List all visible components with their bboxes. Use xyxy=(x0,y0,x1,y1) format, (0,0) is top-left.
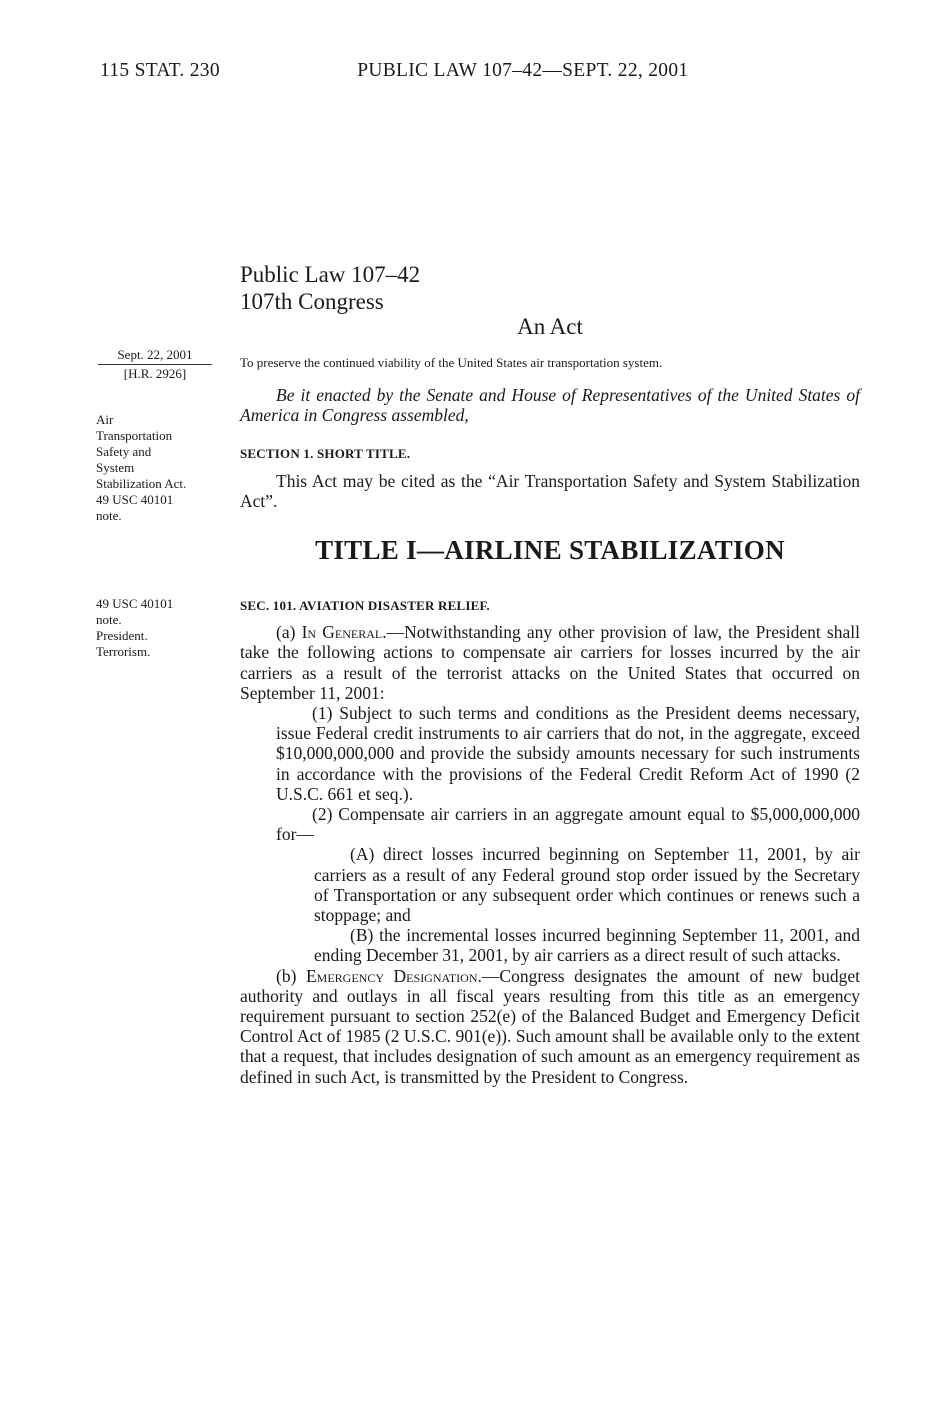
section-1-heading: SECTION 1. SHORT TITLE. xyxy=(240,446,411,461)
paragraph-1: (1) Subject to such terms and conditions as the President deems necessary, issue Federal credit instruments to air carriers that do not, in the aggregate, exceed $10,000,000,000 and provide the subsidy amounts necessary for such instruments in accordance with the provisions of the Federal Credit Reform Act of 1990 (2 U.S.C. 661 et seq.). xyxy=(276,703,860,804)
subparagraph-a: (A) direct losses incurred beginning on September 11, 2001, by air carriers as a result of any Federal ground stop order issued by the Secretary of Transportation or any subsequent order which continues or renews such a stoppage; and xyxy=(314,844,860,926)
congress-number: 107th Congress xyxy=(240,289,384,314)
margin-line: Air xyxy=(96,412,114,427)
enactment-date-note xyxy=(92,346,218,383)
bill-number: [H.R. 2926] xyxy=(123,366,187,381)
subsection-a-caption: In General xyxy=(301,622,383,643)
subparagraph-b: (B) the incremental losses incurred beginning September 11, 2001, and ending December 31, 2001, by air carriers as a direct result of such attacks. xyxy=(314,925,860,966)
subsection-a-label: (a) xyxy=(276,622,302,643)
law-date-header: PUBLIC LAW 107–42—SEPT. 22, 2001 xyxy=(357,60,689,81)
subsection-a xyxy=(240,622,860,703)
act-purpose: To preserve the continued viability of the United States air transportation system. xyxy=(240,355,663,370)
enacting-clause xyxy=(240,385,860,425)
margin-line: note. xyxy=(96,508,122,523)
enactment-date: Sept. 22, 2001 xyxy=(117,347,193,362)
margin-line: President. xyxy=(96,628,148,643)
section-101 xyxy=(240,596,860,1087)
margin-line: Safety and xyxy=(96,444,152,459)
public-law-number: Public Law 107–42 xyxy=(240,262,421,287)
margin-line: 49 USC 40101 xyxy=(96,596,174,611)
margin-line: note. xyxy=(96,612,122,627)
short-title-margin-note xyxy=(96,412,186,524)
running-header xyxy=(100,60,800,82)
subsection-b-text: .—Congress designates the amount of new budget authority and outlays in all fiscal years resulting from this title as an emergency requirement pursuant to section 252(e) of the Balanced Budget and Emergency Deficit Control Act of 1985 (2 U.S.C. 901(e)). Such amount shall be available only to the extent that a request, that includes designation of such amount as an emergency requirement as defined in such Act, is transmitted by the President to Congress. xyxy=(240,965,860,1087)
margin-line: Stabilization Act. xyxy=(96,476,187,491)
title-heading: TITLE I—AIRLINE STABILIZATION xyxy=(315,535,785,565)
section-1 xyxy=(240,444,860,512)
stat-page-number: 115 STAT. 230 xyxy=(100,60,220,81)
section-101-heading: SEC. 101. AVIATION DISASTER RELIEF. xyxy=(240,598,490,613)
an-act-heading: An Act xyxy=(517,314,583,339)
section-1-text: This Act may be cited as the “Air Transportation Safety and System Stabilization Act”. xyxy=(240,471,860,512)
subsection-a-text: .—Notwithstanding any other provision of law, the President shall take the following actions to compensate air carriers for losses incurred by the air carriers as a result of the terrorist attacks on the United States that occurred on September 11, 2001: xyxy=(240,622,860,703)
sec101-margin-note xyxy=(96,596,173,660)
margin-line: Terrorism. xyxy=(96,644,151,659)
subsection-b-caption: Emergency Designation xyxy=(305,965,478,986)
margin-line: Transportation xyxy=(96,428,173,443)
margin-line: System xyxy=(96,460,135,475)
enacting-clause-text: Be it enacted by the Senate and House of Representatives of the United States of America in Congress assembled, xyxy=(240,385,860,426)
paragraph-2: (2) Compensate air carriers in an aggregate amount equal to $5,000,000,000 for— xyxy=(276,804,860,845)
margin-line: 49 USC 40101 xyxy=(96,492,174,507)
subsection-b xyxy=(240,966,860,1087)
subsection-b-label: (b) xyxy=(276,965,306,986)
